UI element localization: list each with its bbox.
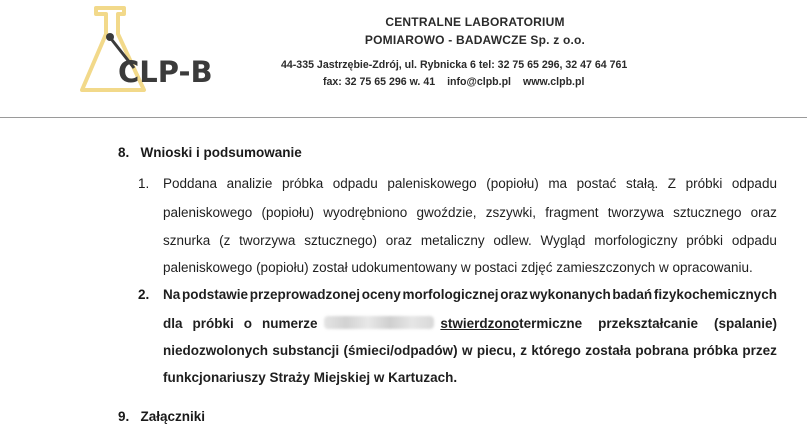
word: badań <box>612 287 653 302</box>
word: numerze <box>262 316 318 331</box>
word: piecu, <box>476 343 516 358</box>
word: sztucznego) <box>304 233 377 248</box>
item-1-line-2 <box>163 205 777 220</box>
address: 44-335 Jastrzębie-Zdrój, ul. Rybnicka 6 <box>281 59 476 71</box>
word: (z <box>219 233 231 248</box>
word: zszywki, <box>485 205 537 220</box>
word: gwoździe, <box>416 205 477 220</box>
word: ma <box>548 176 568 191</box>
logo-text: CLP-B <box>118 55 213 89</box>
company-name-line1: CENTRALNE LABORATORIUM <box>385 15 565 29</box>
section-8-number: 8. <box>118 145 130 160</box>
website[interactable]: www.clpb.pl <box>523 76 585 88</box>
word: postać <box>576 176 617 191</box>
contact-line <box>323 76 584 88</box>
word: oraz <box>385 233 413 248</box>
word: paleniskowego <box>163 205 253 220</box>
word: paleniskowego <box>387 176 477 191</box>
word: którego <box>531 343 581 358</box>
section-9-title: Załączniki <box>140 409 206 424</box>
word: próbki <box>686 233 724 248</box>
company-name-line2: POMIAROWO - BADAWCZE Sp. z o.o. <box>364 33 586 47</box>
word: tworzywa <box>239 233 296 248</box>
item-2-line-4: funkcjonariuszy Straży Miejskiej w Kartuzach. <box>163 370 458 385</box>
header-divider <box>0 117 807 118</box>
item-1-line-4: paleniskowego (popiołu) został udokumentowany w postaci zdjęć zamieszczonych w opracowaniu. <box>163 260 753 275</box>
word: próbki <box>685 176 723 191</box>
word: sznurka <box>163 233 211 248</box>
word: (śmieci/odpadów) <box>343 343 458 358</box>
item-2-line-2-end <box>519 316 777 331</box>
word: próbki <box>192 316 234 331</box>
word: próbka <box>693 343 739 358</box>
word: wyodrębniono <box>323 205 408 220</box>
word: stałą. <box>625 176 659 191</box>
section-9-heading <box>118 409 205 424</box>
word: podstawie <box>181 287 248 302</box>
section-9-number: 9. <box>118 409 130 424</box>
word: odpadu <box>332 176 378 191</box>
word: morfologicznej <box>402 287 499 302</box>
item-2-line-2 <box>163 316 777 331</box>
section-8-title: Wnioski i podsumowanie <box>140 145 302 160</box>
word: pobrana <box>635 343 689 358</box>
word: Wygląd <box>540 233 586 248</box>
address-line <box>281 59 627 71</box>
section-8-heading <box>118 145 302 160</box>
word: odlew. <box>493 233 532 248</box>
word: (spalanie) <box>713 316 777 331</box>
word: odpadu <box>731 233 777 248</box>
item-1-line-1 <box>163 176 777 191</box>
word: w <box>461 343 473 358</box>
word: fragment <box>545 205 599 220</box>
word: próbka <box>281 176 324 191</box>
item-1-line-3 <box>163 233 777 248</box>
item-2-line-1 <box>163 287 777 302</box>
word: przekształcanie <box>598 316 698 331</box>
item-2-number: 2. <box>138 287 150 302</box>
word: tworzywa <box>607 205 664 220</box>
word: sztucznego <box>673 205 742 220</box>
clpb-flask-logo <box>78 4 238 96</box>
word: substancji <box>272 343 340 358</box>
stwierdzono-underlined: stwierdzono <box>440 316 520 331</box>
redacted-sample-number <box>324 316 435 329</box>
word: odpadu <box>731 176 777 191</box>
word: wykonanych <box>529 287 611 302</box>
word: Poddana <box>163 176 218 191</box>
word: o <box>243 316 253 331</box>
telephone: tel: 32 75 65 296, 32 47 64 761 <box>478 59 628 71</box>
email[interactable]: info@clpb.pl <box>447 76 511 88</box>
word: metaliczny <box>420 233 485 248</box>
item-2-line-2-start <box>163 316 318 331</box>
word: oraz <box>500 287 528 302</box>
word: z <box>520 343 527 358</box>
word: analizie <box>226 176 273 191</box>
word: termiczne <box>519 316 583 331</box>
word: Z <box>667 176 677 191</box>
word: morfologiczny <box>594 233 678 248</box>
fax: fax: 32 75 65 296 w. 41 <box>323 76 436 88</box>
word: (popiołu) <box>261 205 315 220</box>
word: oceny <box>361 287 401 302</box>
word: fizykochemicznych <box>653 287 777 302</box>
word: została <box>585 343 632 358</box>
word: (popiołu) <box>486 176 539 191</box>
word: Na <box>163 287 181 302</box>
word: przez <box>742 343 777 358</box>
item-2-line-3 <box>163 343 777 358</box>
item-1-number: 1. <box>138 176 150 191</box>
word: dla <box>163 316 183 331</box>
word: niedozwolonych <box>163 343 269 358</box>
word: przeprowadzonej <box>249 287 360 302</box>
word: oraz <box>750 205 777 220</box>
